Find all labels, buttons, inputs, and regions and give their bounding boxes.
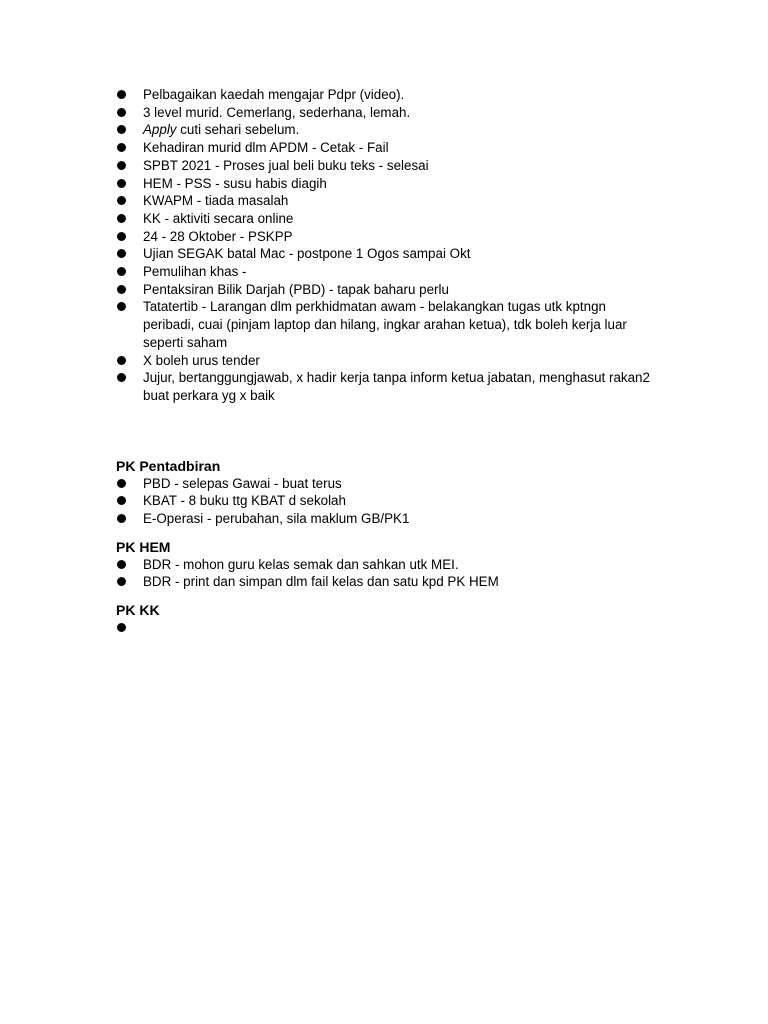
list-item (116, 475, 656, 493)
list-item-text: Pemulihan khas - (143, 264, 247, 280)
list-item (116, 492, 656, 510)
list-item-text: 24 - 28 Oktober - PSKPP (143, 228, 293, 244)
bullet-icon (117, 214, 126, 223)
list-item-text: 3 level murid. Cemerlang, sederhana, lemah. (143, 104, 411, 120)
bullet-icon (117, 90, 126, 99)
pk-hem-list (116, 556, 656, 591)
section-heading-pk-pentadbiran: PK Pentadbiran (116, 457, 221, 474)
bullet-icon (117, 577, 126, 586)
list-item (116, 619, 656, 637)
list-item-text: Pelbagaikan kaedah mengajar Pdpr (video). (143, 87, 405, 102)
bullet-icon (117, 249, 126, 258)
bullet-icon (117, 179, 126, 188)
bullet-icon (117, 285, 126, 294)
list-item (116, 245, 656, 263)
list-item (116, 573, 656, 591)
list-item (116, 157, 656, 175)
list-item-text: X boleh urus tender (143, 352, 260, 368)
bullet-icon (117, 514, 126, 523)
list-item (116, 175, 656, 193)
list-item-text: E-Operasi - perubahan, sila maklum GB/PK1 (143, 511, 410, 527)
bullet-icon (117, 302, 126, 311)
list-item (116, 210, 656, 228)
list-item (116, 281, 656, 299)
list-item-text: Tatatertib - Larangan dlm perkhidmatan awam - belakangkan tugas utk kptngn peribadi, cuai (pinjam laptop dan hilang, ingkar arahan ketua), tdk boleh kerja luar seperti saham (143, 299, 627, 350)
list-item (116, 352, 656, 370)
pk-kk-list (116, 619, 656, 637)
document-content (116, 86, 656, 637)
list-item (116, 228, 656, 246)
list-item (116, 104, 656, 122)
bullet-icon (117, 373, 126, 382)
list-item-text: cuti sehari sebelum. (176, 122, 300, 138)
list-item (116, 86, 656, 104)
meeting-notes-list (116, 86, 656, 405)
bullet-icon (117, 623, 126, 632)
list-item-text: KBAT - 8 buku ttg KBAT d sekolah (143, 493, 346, 509)
list-item-text: Pentaksiran Bilik Darjah (PBD) - tapak baharu perlu (143, 281, 449, 297)
list-item-italic-text: Apply (143, 122, 177, 138)
bullet-icon (117, 479, 126, 488)
list-item (116, 121, 656, 139)
list-item-text: HEM - PSS - susu habis diagih (143, 175, 327, 191)
bullet-icon (117, 232, 126, 241)
section-heading-pk-hem: PK HEM (116, 538, 171, 555)
list-item-text: KK - aktiviti secara online (143, 210, 294, 226)
list-item (116, 298, 656, 351)
pk-pentadbiran-list (116, 475, 656, 528)
section-heading-pk-kk: PK KK (116, 602, 160, 619)
list-item (116, 556, 656, 574)
list-item-text: Jujur, bertanggungjawab, x hadir kerja tanpa inform ketua jabatan, menghasut rakan2 buat perkara yg x baik (143, 370, 650, 403)
bullet-icon (117, 161, 126, 170)
bullet-icon (117, 356, 126, 365)
list-item-text: Kehadiran murid dlm APDM - Cetak - Fail (143, 140, 389, 156)
bullet-icon (117, 196, 126, 205)
list-item (116, 263, 656, 281)
list-item (116, 510, 656, 528)
bullet-icon (117, 108, 126, 117)
list-item-text: Ujian SEGAK batal Mac - postpone 1 Ogos sampai Okt (143, 246, 471, 262)
list-item-text: PBD - selepas Gawai - buat terus (143, 475, 342, 491)
list-item-text: BDR - mohon guru kelas semak dan sahkan utk MEI. (143, 556, 459, 572)
bullet-icon (117, 143, 126, 152)
bullet-icon (117, 560, 126, 569)
list-item (116, 369, 656, 404)
bullet-icon (117, 496, 126, 505)
list-item-text: KWAPM - tiada masalah (143, 193, 289, 209)
list-item (116, 192, 656, 210)
list-item (116, 139, 656, 157)
bullet-icon (117, 267, 126, 276)
list-item-text: BDR - print dan simpan dlm fail kelas dan satu kpd PK HEM (143, 574, 499, 590)
bullet-icon (117, 125, 126, 134)
list-item-text: SPBT 2021 - Proses jual beli buku teks - selesai (143, 157, 429, 173)
